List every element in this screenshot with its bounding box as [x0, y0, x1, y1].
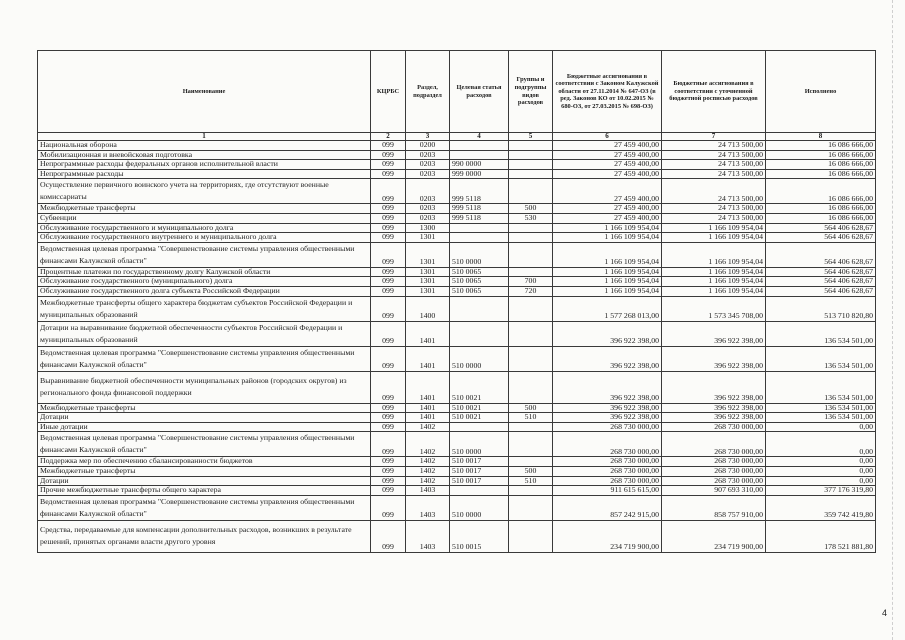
- column-number: 5: [509, 133, 553, 141]
- cell-law-appropriation: 911 615 615,00: [553, 486, 662, 496]
- table-row: [38, 242, 876, 267]
- cell-kcrbs: 099: [371, 432, 406, 457]
- table-row: [38, 346, 876, 371]
- cell-name: Обслуживание государственного внутреннего и муниципального долга: [38, 233, 371, 243]
- cell-name: Ведомственная целевая программа "Совершенствование системы управления общественными финансами Калужской области": [38, 346, 371, 371]
- table-row: [38, 466, 876, 476]
- cell-law-appropriation: 27 459 400,00: [553, 179, 662, 204]
- cell-refined-appropriation: 1 573 345 708,00: [662, 296, 766, 321]
- cell-kcrbs: 099: [371, 296, 406, 321]
- table-row: [38, 457, 876, 467]
- cell-law-appropriation: 1 166 109 954,04: [553, 223, 662, 233]
- cell-kcrbs: 099: [371, 223, 406, 233]
- cell-name: Мобилизационная и вневойсковая подготовка: [38, 150, 371, 160]
- cell-executed: 0,00: [766, 457, 876, 467]
- cell-target-article: 510 0000: [450, 242, 509, 267]
- cell-target-article: 510 0000: [450, 346, 509, 371]
- cell-target-article: 510 0015: [450, 520, 509, 552]
- cell-target-article: 510 0017: [450, 476, 509, 486]
- table-row: [38, 179, 876, 204]
- cell-law-appropriation: 234 719 900,00: [553, 520, 662, 552]
- cell-refined-appropriation: 268 730 000,00: [662, 476, 766, 486]
- cell-name: Межбюджетные трансферты: [38, 403, 371, 413]
- cell-executed: 16 086 666,00: [766, 150, 876, 160]
- cell-target-article: 990 0000: [450, 160, 509, 170]
- cell-kcrbs: 099: [371, 457, 406, 467]
- cell-expense-group: [509, 371, 553, 403]
- cell-expense-group: 500: [509, 466, 553, 476]
- cell-expense-group: [509, 223, 553, 233]
- cell-section: 0203: [406, 169, 450, 179]
- cell-executed: 0,00: [766, 422, 876, 432]
- cell-target-article: 999 5118: [450, 179, 509, 204]
- table-row: [38, 422, 876, 432]
- cell-kcrbs: 099: [371, 242, 406, 267]
- cell-law-appropriation: 396 922 398,00: [553, 413, 662, 423]
- cell-name: Дотации: [38, 413, 371, 423]
- table-row: [38, 169, 876, 179]
- table-row: [38, 371, 876, 403]
- cell-refined-appropriation: 907 693 310,00: [662, 486, 766, 496]
- cell-kcrbs: 099: [371, 204, 406, 214]
- cell-executed: 136 534 501,00: [766, 371, 876, 403]
- cell-executed: 513 710 820,80: [766, 296, 876, 321]
- cell-kcrbs: 099: [371, 520, 406, 552]
- cell-expense-group: [509, 432, 553, 457]
- cell-section: 1301: [406, 286, 450, 296]
- cell-name: Ведомственная целевая программа "Совершенствование системы управления общественными финансами Калужской области": [38, 242, 371, 267]
- cell-target-article: [450, 321, 509, 346]
- cell-name: Поддержка мер по обеспечению сбалансированности бюджетов: [38, 457, 371, 467]
- cell-executed: 16 086 666,00: [766, 160, 876, 170]
- cell-law-appropriation: 1 166 109 954,04: [553, 267, 662, 277]
- cell-section: 1401: [406, 321, 450, 346]
- table-row: [38, 141, 876, 151]
- cell-kcrbs: 099: [371, 466, 406, 476]
- cell-law-appropriation: 27 459 400,00: [553, 169, 662, 179]
- header-name: Наименование: [38, 51, 371, 133]
- cell-law-appropriation: 396 922 398,00: [553, 321, 662, 346]
- column-number: 2: [371, 133, 406, 141]
- cell-section: 1402: [406, 432, 450, 457]
- cell-target-article: 510 0065: [450, 267, 509, 277]
- cell-refined-appropriation: 24 713 500,00: [662, 169, 766, 179]
- header-target-article: Целевая статья расходов: [450, 51, 509, 133]
- cell-executed: 16 086 666,00: [766, 179, 876, 204]
- table-row: [38, 277, 876, 287]
- cell-kcrbs: 099: [371, 403, 406, 413]
- table-row: [38, 267, 876, 277]
- cell-kcrbs: 099: [371, 277, 406, 287]
- column-number: 8: [766, 133, 876, 141]
- cell-target-article: 510 0065: [450, 286, 509, 296]
- cell-section: 0203: [406, 204, 450, 214]
- cell-name: Ведомственная целевая программа "Совершенствование системы управления общественными финансами Калужской области": [38, 495, 371, 520]
- cell-law-appropriation: 396 922 398,00: [553, 371, 662, 403]
- header-refined-appropriations: Бюджетные ассигнования в соответствии с уточненной бюджетной росписью расходов: [662, 51, 766, 133]
- table-row: [38, 160, 876, 170]
- cell-expense-group: [509, 486, 553, 496]
- cell-law-appropriation: 268 730 000,00: [553, 432, 662, 457]
- column-number-row: [38, 133, 876, 141]
- cell-section: 1400: [406, 296, 450, 321]
- cell-executed: 564 406 628,67: [766, 286, 876, 296]
- cell-executed: 564 406 628,67: [766, 277, 876, 287]
- header-section: Раздел, подраздел: [406, 51, 450, 133]
- cell-expense-group: [509, 520, 553, 552]
- cell-section: 1301: [406, 267, 450, 277]
- cell-executed: 564 406 628,67: [766, 267, 876, 277]
- cell-expense-group: [509, 321, 553, 346]
- cell-target-article: 510 0065: [450, 277, 509, 287]
- cell-expense-group: 510: [509, 413, 553, 423]
- budget-table-body: [38, 141, 876, 553]
- cell-expense-group: 700: [509, 277, 553, 287]
- cell-law-appropriation: 268 730 000,00: [553, 476, 662, 486]
- cell-section: 1401: [406, 346, 450, 371]
- cell-section: 1401: [406, 403, 450, 413]
- cell-law-appropriation: 1 166 109 954,04: [553, 286, 662, 296]
- budget-table: [37, 50, 876, 553]
- cell-refined-appropriation: 24 713 500,00: [662, 160, 766, 170]
- cell-name: Дотации на выравнивание бюджетной обеспеченности субъектов Российской Федерации и муниципальных образований: [38, 321, 371, 346]
- cell-section: 0203: [406, 179, 450, 204]
- cell-law-appropriation: 396 922 398,00: [553, 346, 662, 371]
- cell-section: 0200: [406, 141, 450, 151]
- table-row: [38, 223, 876, 233]
- table-row: [38, 286, 876, 296]
- cell-kcrbs: 099: [371, 486, 406, 496]
- cell-kcrbs: 099: [371, 286, 406, 296]
- cell-expense-group: [509, 179, 553, 204]
- cell-kcrbs: 099: [371, 422, 406, 432]
- cell-target-article: 510 0021: [450, 413, 509, 423]
- cell-target-article: 510 0000: [450, 432, 509, 457]
- cell-section: 1301: [406, 277, 450, 287]
- column-number: 3: [406, 133, 450, 141]
- cell-name: Национальная оборона: [38, 141, 371, 151]
- cell-executed: 136 534 501,00: [766, 413, 876, 423]
- cell-kcrbs: 099: [371, 476, 406, 486]
- cell-expense-group: [509, 457, 553, 467]
- cell-refined-appropriation: 396 922 398,00: [662, 403, 766, 413]
- cell-expense-group: 720: [509, 286, 553, 296]
- cell-expense-group: [509, 296, 553, 321]
- table-row: [38, 403, 876, 413]
- cell-section: 1403: [406, 495, 450, 520]
- cell-refined-appropriation: 268 730 000,00: [662, 432, 766, 457]
- table-row: [38, 321, 876, 346]
- table-row: [38, 233, 876, 243]
- cell-section: 1402: [406, 466, 450, 476]
- cell-name: Межбюджетные трансферты: [38, 204, 371, 214]
- cell-kcrbs: 099: [371, 495, 406, 520]
- cell-section: 1403: [406, 486, 450, 496]
- cell-law-appropriation: 396 922 398,00: [553, 403, 662, 413]
- column-number: 4: [450, 133, 509, 141]
- cell-executed: 564 406 628,67: [766, 223, 876, 233]
- cell-executed: 16 086 666,00: [766, 213, 876, 223]
- cell-name: Выравнивание бюджетной обеспеченности муниципальных районов (городских округов) из регионального фонда финансовой поддержки: [38, 371, 371, 403]
- cell-name: Средства, передаваемые для компенсации дополнительных расходов, возникших в результате решений, принятых органами власти другого уровня: [38, 520, 371, 552]
- cell-executed: 564 406 628,67: [766, 233, 876, 243]
- cell-expense-group: [509, 422, 553, 432]
- cell-target-article: [450, 422, 509, 432]
- cell-target-article: 999 0000: [450, 169, 509, 179]
- cell-law-appropriation: 27 459 400,00: [553, 141, 662, 151]
- cell-law-appropriation: 268 730 000,00: [553, 457, 662, 467]
- cell-refined-appropriation: 396 922 398,00: [662, 413, 766, 423]
- header-kcrbs: КЦРБС: [371, 51, 406, 133]
- cell-section: 1402: [406, 457, 450, 467]
- cell-law-appropriation: 27 459 400,00: [553, 160, 662, 170]
- cell-law-appropriation: 1 166 109 954,04: [553, 242, 662, 267]
- cell-expense-group: [509, 150, 553, 160]
- cell-section: 1403: [406, 520, 450, 552]
- cell-executed: 16 086 666,00: [766, 169, 876, 179]
- cell-refined-appropriation: 396 922 398,00: [662, 371, 766, 403]
- cell-law-appropriation: 27 459 400,00: [553, 213, 662, 223]
- cell-target-article: [450, 141, 509, 151]
- cell-section: 1301: [406, 233, 450, 243]
- cell-executed: 0,00: [766, 466, 876, 476]
- cell-refined-appropriation: 24 713 500,00: [662, 141, 766, 151]
- cell-executed: 136 534 501,00: [766, 346, 876, 371]
- cell-section: 0203: [406, 160, 450, 170]
- cell-name: Осуществление первичного воинского учета на территориях, где отсутствуют военные комиссариаты: [38, 179, 371, 204]
- cell-name: Обслуживание государственного долга субъекта Российской Федерации: [38, 286, 371, 296]
- cell-name: Непрограммные расходы: [38, 169, 371, 179]
- table-row: [38, 213, 876, 223]
- cell-refined-appropriation: 268 730 000,00: [662, 457, 766, 467]
- cell-executed: 564 406 628,67: [766, 242, 876, 267]
- cell-law-appropriation: 1 577 268 013,00: [553, 296, 662, 321]
- cell-expense-group: [509, 267, 553, 277]
- cell-kcrbs: 099: [371, 371, 406, 403]
- cell-refined-appropriation: 1 166 109 954,04: [662, 242, 766, 267]
- cell-section: 1301: [406, 242, 450, 267]
- cell-target-article: 510 0017: [450, 457, 509, 467]
- cell-target-article: 510 0017: [450, 466, 509, 476]
- cell-expense-group: [509, 242, 553, 267]
- cell-refined-appropriation: 1 166 109 954,04: [662, 277, 766, 287]
- table-row: [38, 486, 876, 496]
- cell-law-appropriation: 268 730 000,00: [553, 422, 662, 432]
- cell-kcrbs: 099: [371, 213, 406, 223]
- cell-refined-appropriation: 396 922 398,00: [662, 321, 766, 346]
- cell-executed: 16 086 666,00: [766, 141, 876, 151]
- cell-refined-appropriation: 1 166 109 954,04: [662, 223, 766, 233]
- cell-executed: 16 086 666,00: [766, 204, 876, 214]
- cell-expense-group: 530: [509, 213, 553, 223]
- cell-law-appropriation: 27 459 400,00: [553, 150, 662, 160]
- cell-expense-group: [509, 169, 553, 179]
- cell-target-article: [450, 223, 509, 233]
- cell-executed: 0,00: [766, 476, 876, 486]
- cell-refined-appropriation: 1 166 109 954,04: [662, 267, 766, 277]
- cell-target-article: [450, 296, 509, 321]
- cell-target-article: 510 0021: [450, 371, 509, 403]
- cell-name: Субвенции: [38, 213, 371, 223]
- cell-kcrbs: 099: [371, 169, 406, 179]
- cell-target-article: [450, 233, 509, 243]
- table-row: [38, 296, 876, 321]
- header-executed: Исполнено: [766, 51, 876, 133]
- cell-kcrbs: 099: [371, 233, 406, 243]
- budget-sheet: [37, 50, 876, 553]
- table-row: [38, 432, 876, 457]
- cell-expense-group: 510: [509, 476, 553, 486]
- cell-name: Обслуживание государственного (муниципального) долга: [38, 277, 371, 287]
- cell-kcrbs: 099: [371, 321, 406, 346]
- cell-section: 0203: [406, 213, 450, 223]
- cell-refined-appropriation: 268 730 000,00: [662, 422, 766, 432]
- cell-expense-group: [509, 233, 553, 243]
- cell-name: Обслуживание государственного и муниципального долга: [38, 223, 371, 233]
- cell-law-appropriation: 268 730 000,00: [553, 466, 662, 476]
- cell-name: Иные дотации: [38, 422, 371, 432]
- cell-refined-appropriation: 24 713 500,00: [662, 204, 766, 214]
- cell-name: Межбюджетные трансферты: [38, 466, 371, 476]
- cell-section: 1300: [406, 223, 450, 233]
- cell-law-appropriation: 1 166 109 954,04: [553, 277, 662, 287]
- cell-refined-appropriation: 24 713 500,00: [662, 179, 766, 204]
- cell-expense-group: [509, 160, 553, 170]
- cell-refined-appropriation: 396 922 398,00: [662, 346, 766, 371]
- table-row: [38, 150, 876, 160]
- cell-expense-group: 500: [509, 403, 553, 413]
- cell-target-article: 999 5118: [450, 204, 509, 214]
- cell-kcrbs: 099: [371, 346, 406, 371]
- table-row: [38, 495, 876, 520]
- table-row: [38, 204, 876, 214]
- cell-refined-appropriation: 1 166 109 954,04: [662, 286, 766, 296]
- cell-name: Ведомственная целевая программа "Совершенствование системы управления общественными финансами Калужской области": [38, 432, 371, 457]
- cell-executed: 377 176 319,80: [766, 486, 876, 496]
- cell-name: Прочие межбюджетные трансферты общего характера: [38, 486, 371, 496]
- cell-executed: 136 534 501,00: [766, 403, 876, 413]
- cell-law-appropriation: 27 459 400,00: [553, 204, 662, 214]
- cell-law-appropriation: 1 166 109 954,04: [553, 233, 662, 243]
- cell-name: Непрограммные расходы федеральных органов исполнительной власти: [38, 160, 371, 170]
- cell-target-article: [450, 150, 509, 160]
- column-number: 6: [553, 133, 662, 141]
- page-number: 4: [882, 608, 888, 618]
- cell-refined-appropriation: 858 757 910,00: [662, 495, 766, 520]
- cell-kcrbs: 099: [371, 141, 406, 151]
- cell-kcrbs: 099: [371, 267, 406, 277]
- cell-expense-group: [509, 346, 553, 371]
- cell-kcrbs: 099: [371, 150, 406, 160]
- cell-section: 0203: [406, 150, 450, 160]
- cell-kcrbs: 099: [371, 413, 406, 423]
- header-row: [38, 51, 876, 133]
- cell-name: Процентные платежи по государственному долгу Калужской области: [38, 267, 371, 277]
- cell-executed: 359 742 419,80: [766, 495, 876, 520]
- header-law-appropriations: Бюджетные ассигнования в соответствии с Законом Калужской области от 27.11.2014 № 647-ОЗ (в ред. Законов КО от 10.02.2015 № 680-ОЗ, от 27.03.2015 № 698-ОЗ): [553, 51, 662, 133]
- column-number: 7: [662, 133, 766, 141]
- cell-expense-group: 500: [509, 204, 553, 214]
- cell-name: Межбюджетные трансферты общего характера бюджетам субъектов Российской Федерации и муниципальных образований: [38, 296, 371, 321]
- header-expense-groups: Группы и подгруппы видов расходов: [509, 51, 553, 133]
- cell-name: Дотации: [38, 476, 371, 486]
- cell-expense-group: [509, 141, 553, 151]
- cell-refined-appropriation: 268 730 000,00: [662, 466, 766, 476]
- cell-refined-appropriation: 24 713 500,00: [662, 150, 766, 160]
- cell-law-appropriation: 857 242 915,00: [553, 495, 662, 520]
- table-row: [38, 413, 876, 423]
- cell-section: 1401: [406, 371, 450, 403]
- cell-expense-group: [509, 495, 553, 520]
- cell-executed: 178 521 881,80: [766, 520, 876, 552]
- cell-executed: 136 534 501,00: [766, 321, 876, 346]
- cell-target-article: 510 0021: [450, 403, 509, 413]
- cell-kcrbs: 099: [371, 160, 406, 170]
- cell-refined-appropriation: 1 166 109 954,04: [662, 233, 766, 243]
- column-number: 1: [38, 133, 371, 141]
- cell-section: 1401: [406, 413, 450, 423]
- cell-target-article: 999 5118: [450, 213, 509, 223]
- cell-executed: 0,00: [766, 432, 876, 457]
- table-row: [38, 476, 876, 486]
- cell-section: 1402: [406, 422, 450, 432]
- cell-kcrbs: 099: [371, 179, 406, 204]
- cell-target-article: [450, 486, 509, 496]
- page-margin-guide: [892, 0, 893, 640]
- table-row: [38, 520, 876, 552]
- cell-section: 1402: [406, 476, 450, 486]
- cell-refined-appropriation: 24 713 500,00: [662, 213, 766, 223]
- cell-target-article: 510 0000: [450, 495, 509, 520]
- cell-refined-appropriation: 234 719 900,00: [662, 520, 766, 552]
